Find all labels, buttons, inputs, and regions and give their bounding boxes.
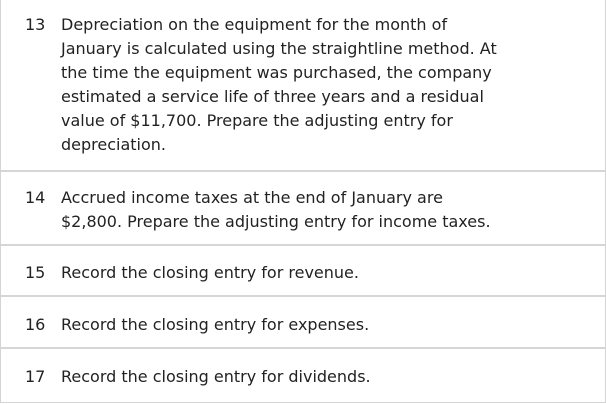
list-item [1, 0, 605, 172]
item-text-line: Accrued income taxes at the end of January are [61, 188, 443, 207]
item-text-line: the time the equipment was purchased, the company [61, 63, 492, 82]
item-text-line: Depreciation on the equipment for the month of [61, 15, 448, 34]
item-number: 13 [25, 15, 46, 34]
item-text-line: Record the closing entry for dividends. [61, 367, 371, 386]
list-item [1, 172, 605, 246]
list-item [1, 297, 605, 349]
item-text-line: estimated a service life of three years and a residual [61, 87, 484, 106]
item-text-line: Record the closing entry for expenses. [61, 315, 370, 334]
item-text-line: value of $11,700. Prepare the adjusting entry for [61, 111, 453, 130]
item-number: 16 [25, 315, 46, 334]
item-text [61, 186, 561, 234]
item-number: 14 [25, 188, 46, 207]
list-item [1, 349, 605, 402]
item-text [61, 13, 561, 157]
item-text-line: Record the closing entry for revenue. [61, 263, 359, 282]
item-number: 17 [25, 367, 46, 386]
item-number: 15 [25, 263, 46, 282]
item-text [61, 313, 561, 337]
item-text-line: $2,800. Prepare the adjusting entry for income taxes. [61, 212, 491, 231]
list-item [1, 246, 605, 297]
item-text-line: depreciation. [61, 135, 167, 154]
item-text [61, 365, 561, 389]
item-text [61, 261, 561, 285]
item-text-line: January is calculated using the straightline method. At [61, 39, 497, 58]
